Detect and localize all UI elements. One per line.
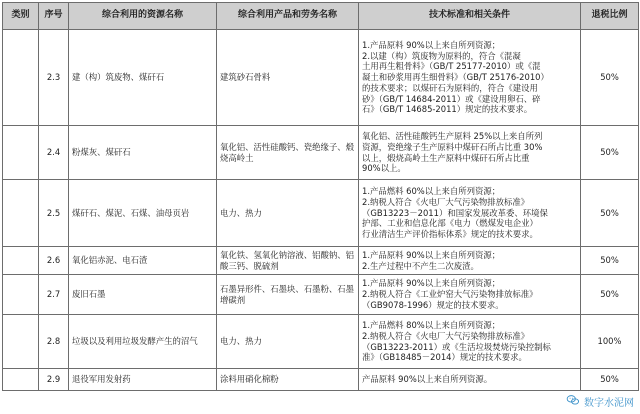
standard-line: 资源，瓷绝缘子生产原料中煤矸石所占比重 30% (362, 142, 577, 153)
standard-line: （GB13223－2011）和国家发展改革委、环境保 (362, 208, 577, 219)
standard-line: 1.产品燃料 80%以上来自所列资源； (362, 320, 577, 331)
seq-cell: 2.3 (39, 30, 69, 126)
category-cell (3, 247, 39, 275)
standard-line: 2.纳税人符合《工业炉窑大气污染物排放标准》 (362, 289, 577, 300)
standard-cell (359, 126, 581, 180)
product-cell: 氧化铝、活性硅酸钙、瓷绝缘子、煅烧高岭土 (217, 126, 359, 180)
header-ratio: 退税比例 (581, 3, 639, 30)
product-cell: 氧化铁、氢氧化钠溶液、铝酸钠、铝酸三钙、脱硫剂 (217, 247, 359, 275)
standard-line: 90%以上。 (362, 163, 577, 174)
table-row (3, 180, 639, 247)
standard-line: 砂》（GB/T 14684-2011）或《建设用卵石、碎 (362, 94, 577, 105)
seq-cell: 2.4 (39, 126, 69, 180)
seq-cell: 2.7 (39, 275, 69, 315)
standard-line: 石》（GB/T 14685-2011）规定的技术要求。 (362, 104, 577, 115)
standard-cell (359, 275, 581, 315)
table-row (3, 247, 639, 275)
standard-line: 2.纳税人符合《火电厂大气污染物排放标准》 (362, 197, 577, 208)
standard-line: 1.产品原料 90%以上来自所列资源； (362, 250, 577, 261)
standard-line: 准》（GB18485－2014）规定的技术要求。 (362, 352, 577, 363)
resource-cell: 氧化铝赤泥、电石渣 (69, 247, 217, 275)
header-standard: 技术标准和相关条件 (359, 3, 581, 30)
standard-line: 1.产品燃料 60%以上来自所列资源； (362, 186, 577, 197)
header-product: 综合利用产品和劳务名称 (217, 3, 359, 30)
standard-line: 1.产品原料 90%以上来自所列资源； (362, 40, 577, 51)
standard-line: 土用再生粗骨料》（GB/T 25177-2010）或《混 (362, 61, 577, 72)
standard-line: 2.纳税人符合《火电厂大气污染物排放标准》 (362, 331, 577, 342)
ratio-cell: 50% (581, 180, 639, 247)
category-cell (3, 30, 39, 126)
product-cell: 电力、热力 (217, 180, 359, 247)
standard-line: 1.产品原料 90%以上来自所列资源； (362, 278, 577, 289)
header-category: 类别 (3, 3, 39, 30)
standard-line: 2.以建（构）筑废物为原料的，符合《混凝 (362, 51, 577, 62)
standard-cell (359, 369, 581, 391)
standard-line: （GB9078-1996）规定的技术要求。 (362, 300, 577, 311)
resource-cell: 废旧石墨 (69, 275, 217, 315)
category-cell (3, 180, 39, 247)
category-cell (3, 369, 39, 391)
ratio-cell: 50% (581, 369, 639, 391)
resource-cell: 煤矸石、煤泥、石煤、油母页岩 (69, 180, 217, 247)
tax-refund-table (2, 2, 639, 391)
seq-cell: 2.9 (39, 369, 69, 391)
table-row (3, 315, 639, 369)
standard-line: 2.生产过程中不产生二次废渣。 (362, 261, 577, 272)
table-row (3, 126, 639, 180)
standard-line: 行业清洁生产评价指标体系》规定的技术要求。 (362, 229, 577, 240)
standard-line: 凝土和砂浆用再生细骨料》（GB/T 25176-2010） (362, 72, 577, 83)
standard-cell (359, 247, 581, 275)
category-cell (3, 126, 39, 180)
category-cell (3, 275, 39, 315)
watermark (566, 393, 634, 410)
product-cell: 涂料用硝化棉粉 (217, 369, 359, 391)
resource-cell: 粉煤灰、煤矸石 (69, 126, 217, 180)
standard-line: 以上，煅烧高岭土生产原料中煤矸石所占比重 (362, 153, 577, 164)
standard-line: 氧化铝、活性硅酸钙生产原料 25%以上来自所列 (362, 131, 577, 142)
seq-cell: 2.5 (39, 180, 69, 247)
wechat-icon (566, 393, 580, 410)
standard-line: 护部、工业和信息化部《电力（燃煤发电企业） (362, 218, 577, 229)
header-resource: 综合利用的资源名称 (69, 3, 217, 30)
ratio-cell: 50% (581, 126, 639, 180)
ratio-cell: 50% (581, 247, 639, 275)
table-row (3, 369, 639, 391)
ratio-cell: 50% (581, 30, 639, 126)
standard-line: 的技术要求；以煤矸石为原料的，符合《建设用 (362, 83, 577, 94)
table-row (3, 30, 639, 126)
ratio-cell: 100% (581, 315, 639, 369)
resource-cell: 退役军用发射药 (69, 369, 217, 391)
resource-cell: 垃圾以及利用垃圾发酵产生的沼气 (69, 315, 217, 369)
header-row (3, 3, 639, 30)
standard-line: （GB13223-2011）或《生活垃圾焚烧污染控制标 (362, 342, 577, 353)
ratio-cell: 50% (581, 275, 639, 315)
table-row (3, 275, 639, 315)
product-cell: 石墨异形件、石墨块、石墨粉、石墨增碳剂 (217, 275, 359, 315)
seq-cell: 2.6 (39, 247, 69, 275)
product-cell: 电力、热力 (217, 315, 359, 369)
category-cell (3, 315, 39, 369)
standard-line: 产品原料 90%以上来自所列资源。 (362, 374, 577, 385)
standard-cell (359, 30, 581, 126)
seq-cell: 2.8 (39, 315, 69, 369)
header-seq: 序号 (39, 3, 69, 30)
resource-cell: 建（构）筑废物、煤矸石 (69, 30, 217, 126)
standard-cell (359, 315, 581, 369)
product-cell: 建筑砂石骨料 (217, 30, 359, 126)
standard-cell (359, 180, 581, 247)
watermark-text: 数字水泥网 (584, 394, 634, 409)
